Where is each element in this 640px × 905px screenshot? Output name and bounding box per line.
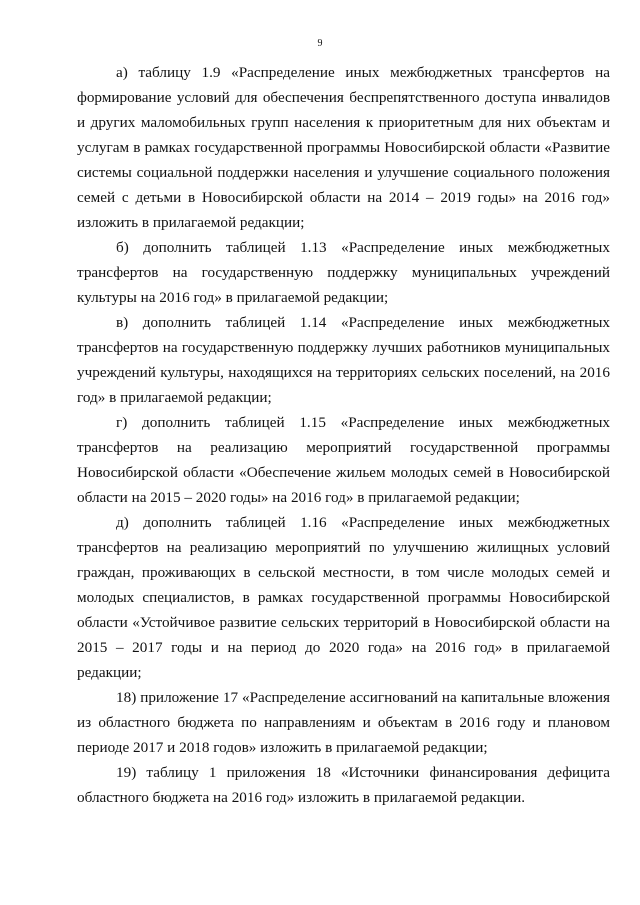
paragraph-g-table-1-15: г) дополнить таблицей 1.15 «Распределение иных межбюджетных трансфертов на реализацию мероприятий государственной программы Новосибирской области «Обеспечение жильем молодых семей в Новосибирской области на 2015 – 2020 годы» на 2016 год» в прилагаемой редакции; bbox=[77, 414, 610, 506]
paragraph-b-table-1-13: б) дополнить таблицей 1.13 «Распределение иных межбюджетных трансфертов на государственную поддержку муниципальных учреждений культуры на 2016 год» в прилагаемой редакции; bbox=[77, 239, 610, 306]
paragraph-v-table-1-14: в) дополнить таблицей 1.14 «Распределение иных межбюджетных трансфертов на государственную поддержку лучших работников муниципальных учреждений культуры, находящихся на территориях сельских поселений, на 2016 год» в прилагаемой редакции; bbox=[77, 314, 610, 406]
page-number: 9 bbox=[317, 38, 323, 49]
paragraph-d-table-1-16: д) дополнить таблицей 1.16 «Распределение иных межбюджетных трансфертов на реализацию мероприятий по улучшению жилищных условий граждан, проживающих в сельской местности, в том числе молодых семей и молодых специалистов, в рамках государственной программы Новосибирской области «Устойчивое развитие сельских территорий в Новосибирской области на 2015 – 2017 годы и на период до 2020 года» на 2016 год» в прилагаемой редакции; bbox=[77, 514, 610, 681]
paragraph-item-19: 19) таблицу 1 приложения 18 «Источники финансирования дефицита областного бюджета на 2016 год» изложить в прилагаемой редакции. bbox=[77, 764, 610, 806]
document-body bbox=[77, 60, 610, 810]
paragraph-item-18: 18) приложение 17 «Распределение ассигнований на капитальные вложения из областного бюджета по направлениям и объектам в 2016 году и плановом периоде 2017 и 2018 годов» изложить в прилагаемой редакции; bbox=[77, 689, 610, 756]
paragraph-a-table-1-9: а) таблицу 1.9 «Распределение иных межбюджетных трансфертов на формирование условий для обеспечения беспрепятственного доступа инвалидов и других маломобильных групп населения к приоритетным для них объектам и услугам в рамках государственной программы Новосибирской области «Развитие системы социальной поддержки населения и улучшение социального положения семей с детьми в Новосибирской области на 2014 – 2019 годы» на 2016 год» изложить в прилагаемой редакции; bbox=[77, 64, 610, 231]
